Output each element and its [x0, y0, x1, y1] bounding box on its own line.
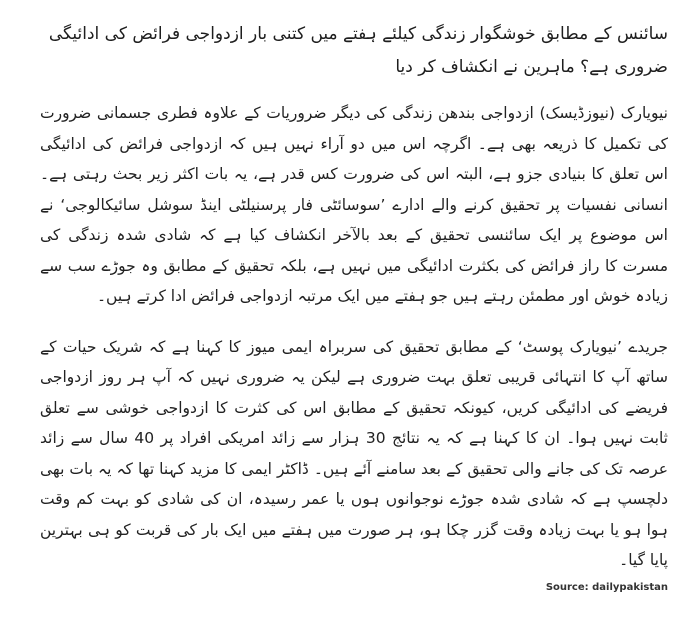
source-credit: Source: dailypakistan [545, 582, 668, 593]
article-headline: سائنس کے مطابق خوشگوار زندگی کیلئے ہفتے میں کتنی بار ازدواجی فرائض کی ادائیگی ضروری ہے؟ ماہرین نے انکشاف کر دیا [48, 24, 668, 77]
article-paragraph-1: نیویارک (نیوزڈیسک) ازدواجی بندھن زندگی کی دیگر ضروریات کے علاوہ فطری جسمانی ضرورت کی تکمیل کا ذریعہ بھی ہے۔ اگرچہ اس میں دو آراء نہیں ہیں کہ ازدواجی فرائض کی ادائیگی اس تعلق کا بنیادی جزو ہے، البتہ اس کی ضرورت کس قدر ہے، یہ بات اکثر زیر بحث رہتی ہے۔ انسانی نفسیات پر تحقیق کرنے والے ادارے ’سوسائٹی فار پرسنیلٹی اینڈ سوشل سائیکالوجی‘ نے اس موضوع پر ایک سائنسی تحقیق کے بعد بالآخر انکشاف کیا ہے کہ شادی شدہ زندگی کی مسرت کا راز فرائض کی بکثرت ادائیگی میں نہیں ہے، بلکہ تحقیق کے مطابق وہ جوڑے سب سے زیادہ خوش اور مطمئن رہتے ہیں جو ہفتے میں ایک مرتبہ ازدواجی فرائض ادا کرتے ہیں۔ [40, 104, 668, 305]
article-body [40, 18, 668, 596]
article-paragraph-2: جریدے ’نیویارک پوسٹ‘ کے مطابق تحقیق کی سربراہ ایمی میوز کا کہنا ہے کہ شریک حیات کے ساتھ آپ کا انتہائی قریبی تعلق بہت ضروری ہے لیکن یہ ضروری نہیں کہ آپ ہر روز ازدواجی فریضے کی ادائیگی کریں، کیونکہ تحقیق کے مطابق اس کی کثرت کا ازدواجی خوشی سے تعلق ثابت نہیں ہوا۔ ان کا کہنا ہے کہ یہ نتائج 30 ہزار سے زائد امریکی افراد پر 40 سال سے زائد عرصہ تک کی جانے والی تحقیق کے بعد سامنے آئے ہیں۔ ڈاکٹر ایمی کا مزید کہنا تھا کہ یہ بات بھی دلچسپ ہے کہ شادی شدہ جوڑے نوجوانوں ہوں یا عمر رسیدہ، ان کی شادی کو بہت کم وقت ہوا ہو یا بہت زیادہ وقت گزر چکا ہو، ہر صورت میں ہفتے میں ایک بار کی قربت کو ہی بہترین پایا گیا۔ [40, 337, 668, 569]
